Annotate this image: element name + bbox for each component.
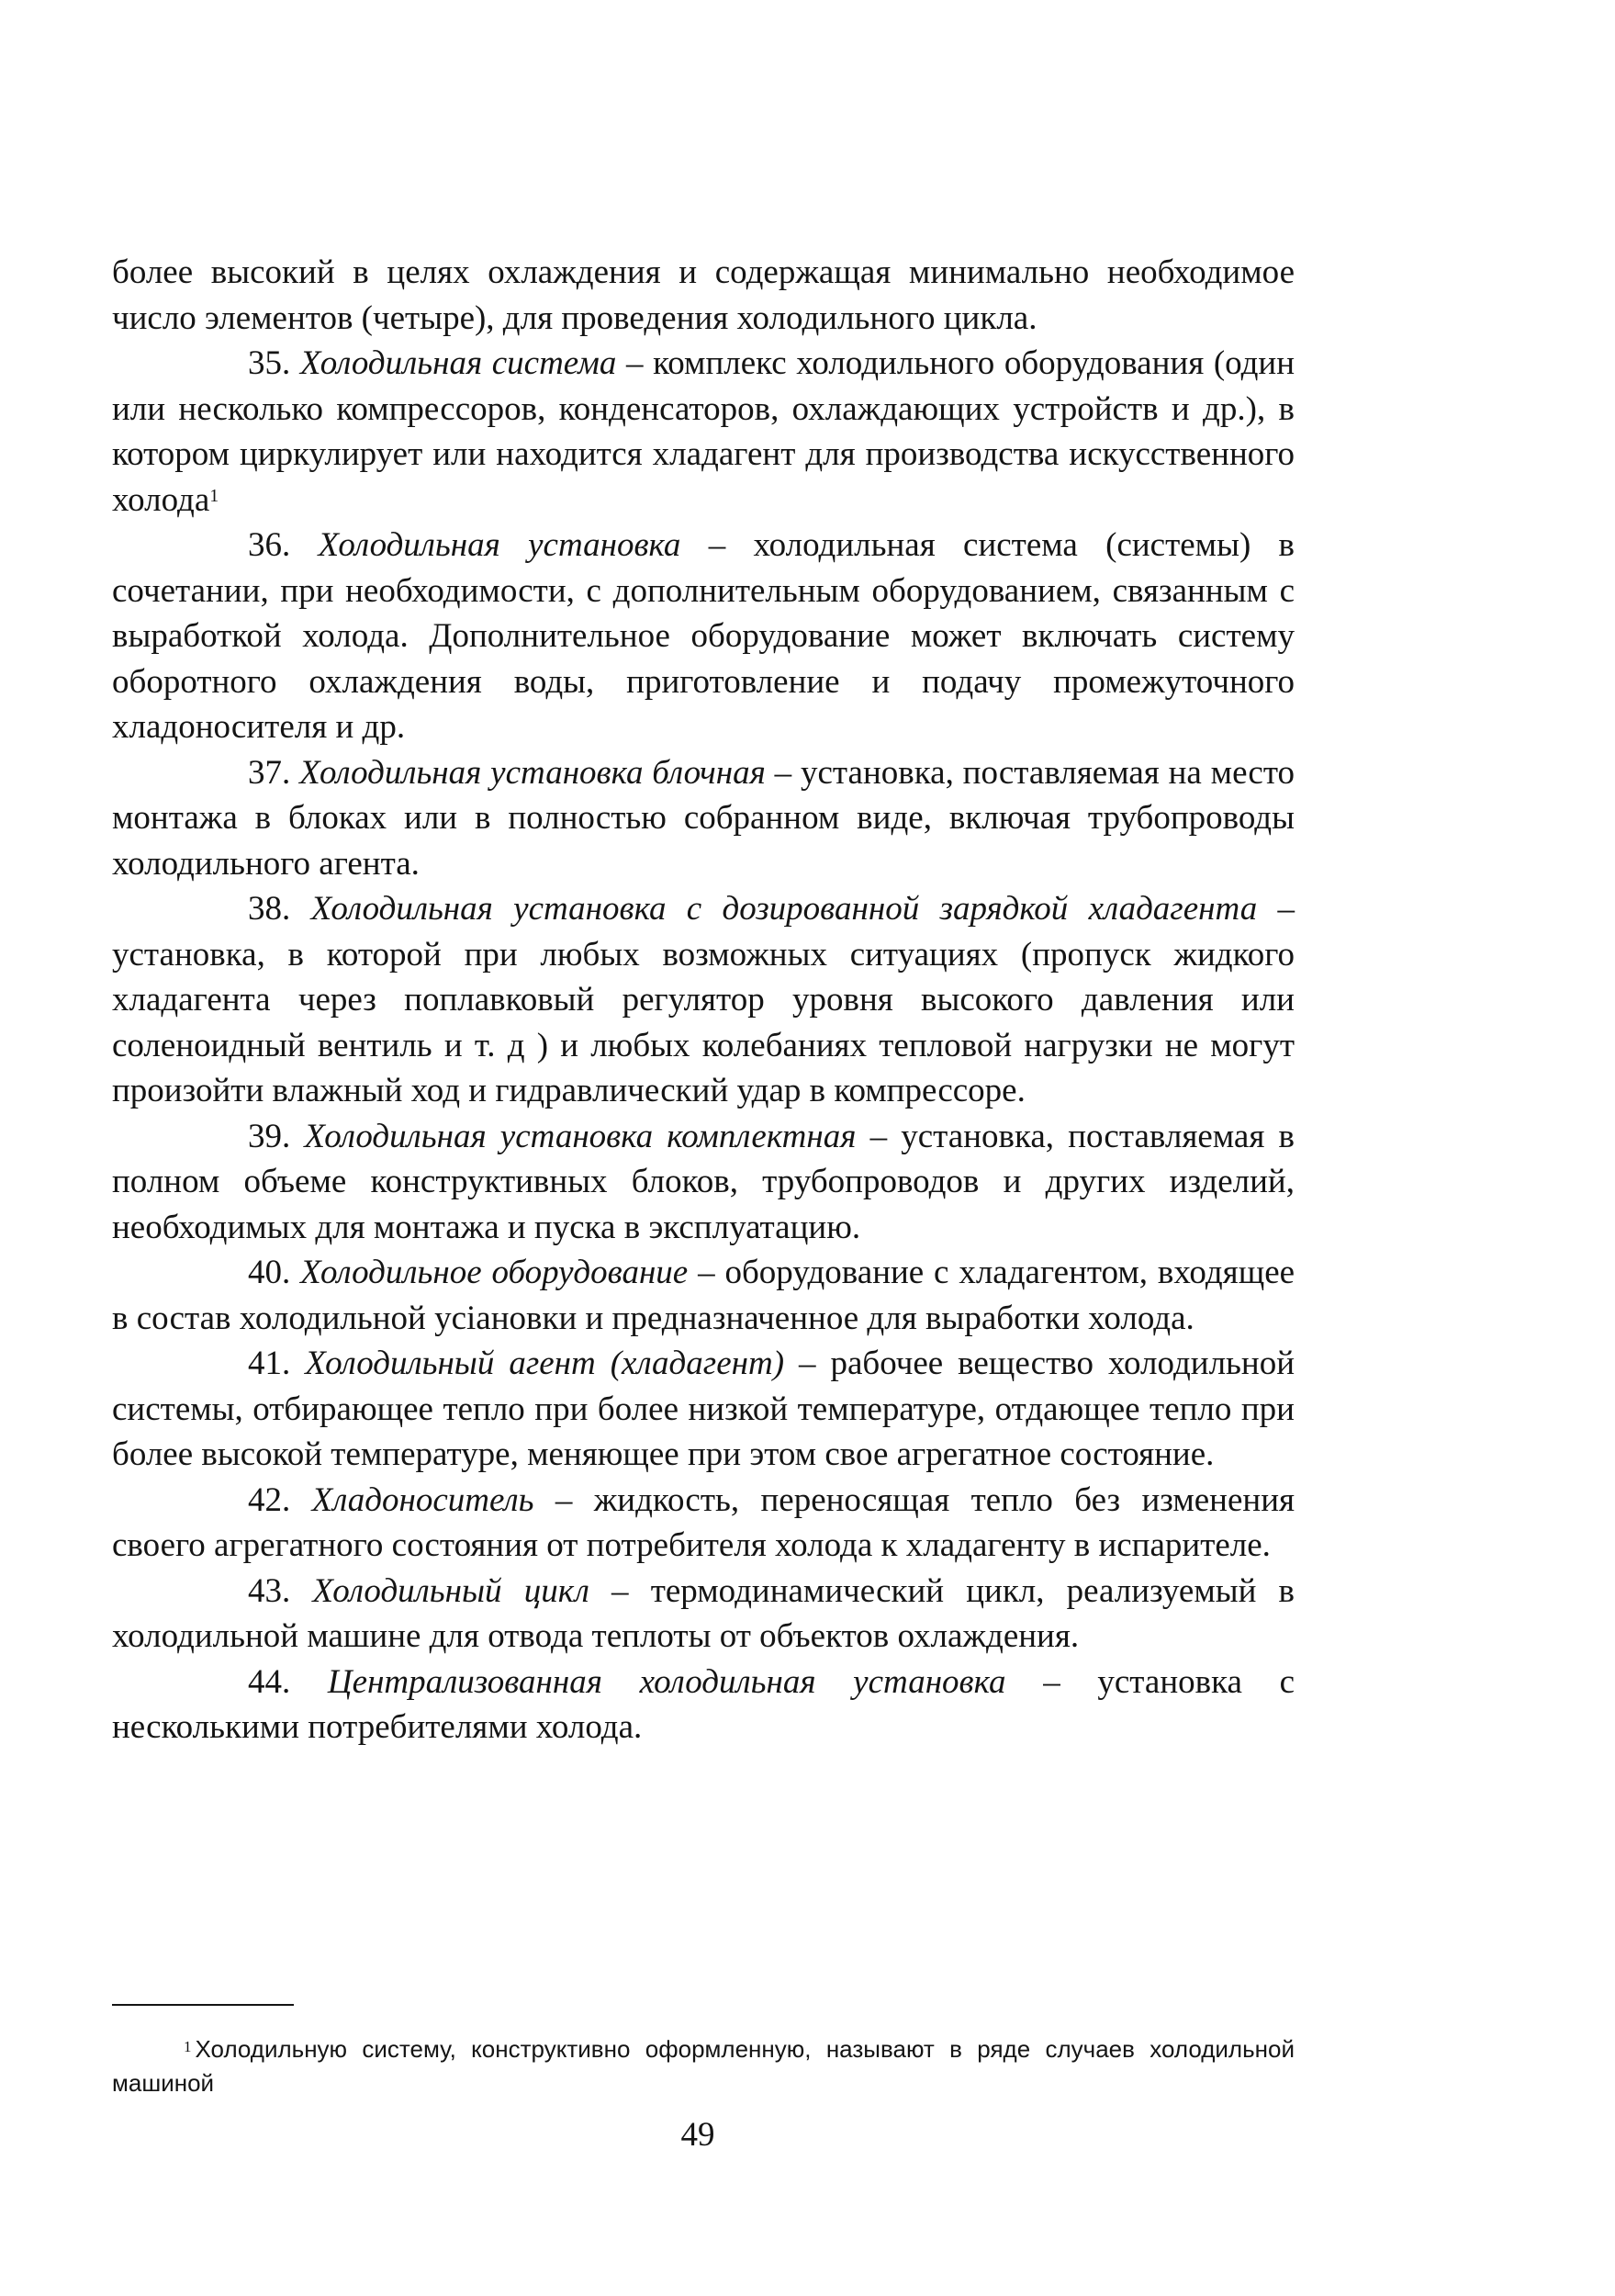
entry-term: Холодильная установка с дозированной зарядкой хладагента bbox=[310, 890, 1258, 928]
entry-dash: – bbox=[698, 1254, 715, 1291]
entry-term: Хладоноситель bbox=[311, 1480, 534, 1519]
entry-number: 38. bbox=[248, 890, 291, 928]
entry-number: 42. bbox=[248, 1480, 291, 1519]
definition-entry-40 bbox=[112, 1250, 1295, 1341]
entry-number: 44. bbox=[248, 1662, 291, 1701]
entry-definition: установка с несколькими потребителями холода. bbox=[112, 1662, 1295, 1746]
definition-entry-44 bbox=[112, 1660, 1295, 1750]
entry-dash: – bbox=[1277, 890, 1295, 928]
entry-dash: – bbox=[626, 344, 644, 382]
entry-number: 39. bbox=[248, 1117, 291, 1155]
entry-definition: оборудование с хладагентом, входящее в состав холодильной уciановки и предназначенное для выработки холода. bbox=[112, 1254, 1295, 1337]
entry-dash: – bbox=[774, 753, 792, 792]
page-number: 49 bbox=[680, 2116, 715, 2154]
definition-entry-38 bbox=[112, 886, 1295, 1114]
entry-term: Централизованная холодильная установка bbox=[327, 1662, 1006, 1701]
footnote-mark: 1 bbox=[184, 2038, 192, 2055]
entry-definition: холодильная система (системы) в сочетании, при необходимости, с дополнительным оборудованием, связанным с выработкой холода. Дополнительное оборудование может включать систему оборотного охлаждения воды, приготовление и подачу промежуточного хладоносителя и др. bbox=[112, 526, 1295, 746]
entry-term: Холодильная система bbox=[299, 344, 617, 382]
entry-number: 36. bbox=[248, 526, 291, 564]
entry-number: 41. bbox=[248, 1345, 291, 1382]
entry-dash: – bbox=[798, 1345, 816, 1382]
entry-dash: – bbox=[611, 1571, 629, 1610]
entry-number: 35. bbox=[248, 344, 291, 382]
continuation-paragraph: более высокий в целях охлаждения и содержащая минимально необходимое число элементов (четыре), для проведения холодильного цикла. bbox=[112, 253, 1295, 337]
entry-definition: установка, поставляемая на место монтажа в блоках или в полностью собранном виде, включая трубопроводы холодильного агента. bbox=[112, 753, 1295, 883]
definition-entry-43 bbox=[112, 1569, 1295, 1660]
page-body bbox=[112, 250, 1295, 1750]
entry-term: Холодильная установка блочная bbox=[299, 753, 766, 792]
entry-number: 40. bbox=[248, 1254, 291, 1291]
footnote-text: Холодильную систему, конструктивно оформленную, называют в ряде случаев холодильной машиной bbox=[112, 2035, 1295, 2097]
definition-entry-42 bbox=[112, 1478, 1295, 1569]
entry-dash: – bbox=[869, 1117, 888, 1155]
entry-dash: – bbox=[1043, 1662, 1060, 1701]
definition-entry-39 bbox=[112, 1114, 1295, 1251]
entry-number: 37. bbox=[248, 753, 291, 792]
entry-term: Холодильное оборудование bbox=[300, 1254, 689, 1291]
definition-entry-41 bbox=[112, 1341, 1295, 1478]
footnote-reference: 1 bbox=[209, 485, 219, 506]
body-text bbox=[112, 250, 1295, 1750]
entry-definition: установка, в которой при любых возможных ситуациях (пропуск жидкого хладагента через поплавковый регулятор уровня высокого давления или соленоидный вентиль и т. д ) и любых колебаниях тепловой нагрузки не могут произойти влажный ход и гидравлический удар в компрессоре. bbox=[112, 935, 1295, 1109]
entry-term: Холодильный агент (хладагент) bbox=[305, 1345, 785, 1382]
entry-definition: жидкость, переносящая тепло без изменения своего агрегатного состояния от потребителя холода к хладагенту в испарителе. bbox=[112, 1480, 1295, 1564]
entry-term: Холодильная установка комплектная bbox=[304, 1117, 857, 1155]
entry-dash: – bbox=[708, 526, 726, 564]
footnote-separator bbox=[112, 2004, 294, 2006]
entry-definition: комплекс холодильного оборудования (один или несколько компрессоров, конденсаторов, охлаждающих устройств и др.), в котором циркулирует или находится хладагент для производства искусственного холода bbox=[112, 344, 1295, 519]
entry-number: 43. bbox=[248, 1571, 291, 1610]
entry-definition: установка, поставляемая в полном объеме конструктивных блоков, трубопроводов и других изделий, необходимых для монтажа и пуска в эксплуатацию. bbox=[112, 1117, 1295, 1246]
definition-entry-35 bbox=[112, 341, 1295, 523]
definition-entry-36 bbox=[112, 523, 1295, 750]
entry-definition: рабочее вещество холодильной системы, отбирающее тепло при более низкой температуре, отдающее тепло при более высокой температуре, меняющее при этом свое агрегатное состояние. bbox=[112, 1345, 1295, 1473]
entry-definition: термодинамический цикл, реализуемый в холодильной машине для отвода теплоты от объектов охлаждения. bbox=[112, 1571, 1295, 1655]
entry-term: Холодильная установка bbox=[318, 526, 681, 564]
definition-entry-37 bbox=[112, 750, 1295, 887]
entry-term: Холодильный цикл bbox=[312, 1571, 589, 1610]
entry-dash: – bbox=[555, 1480, 573, 1519]
footnote bbox=[112, 2032, 1295, 2100]
